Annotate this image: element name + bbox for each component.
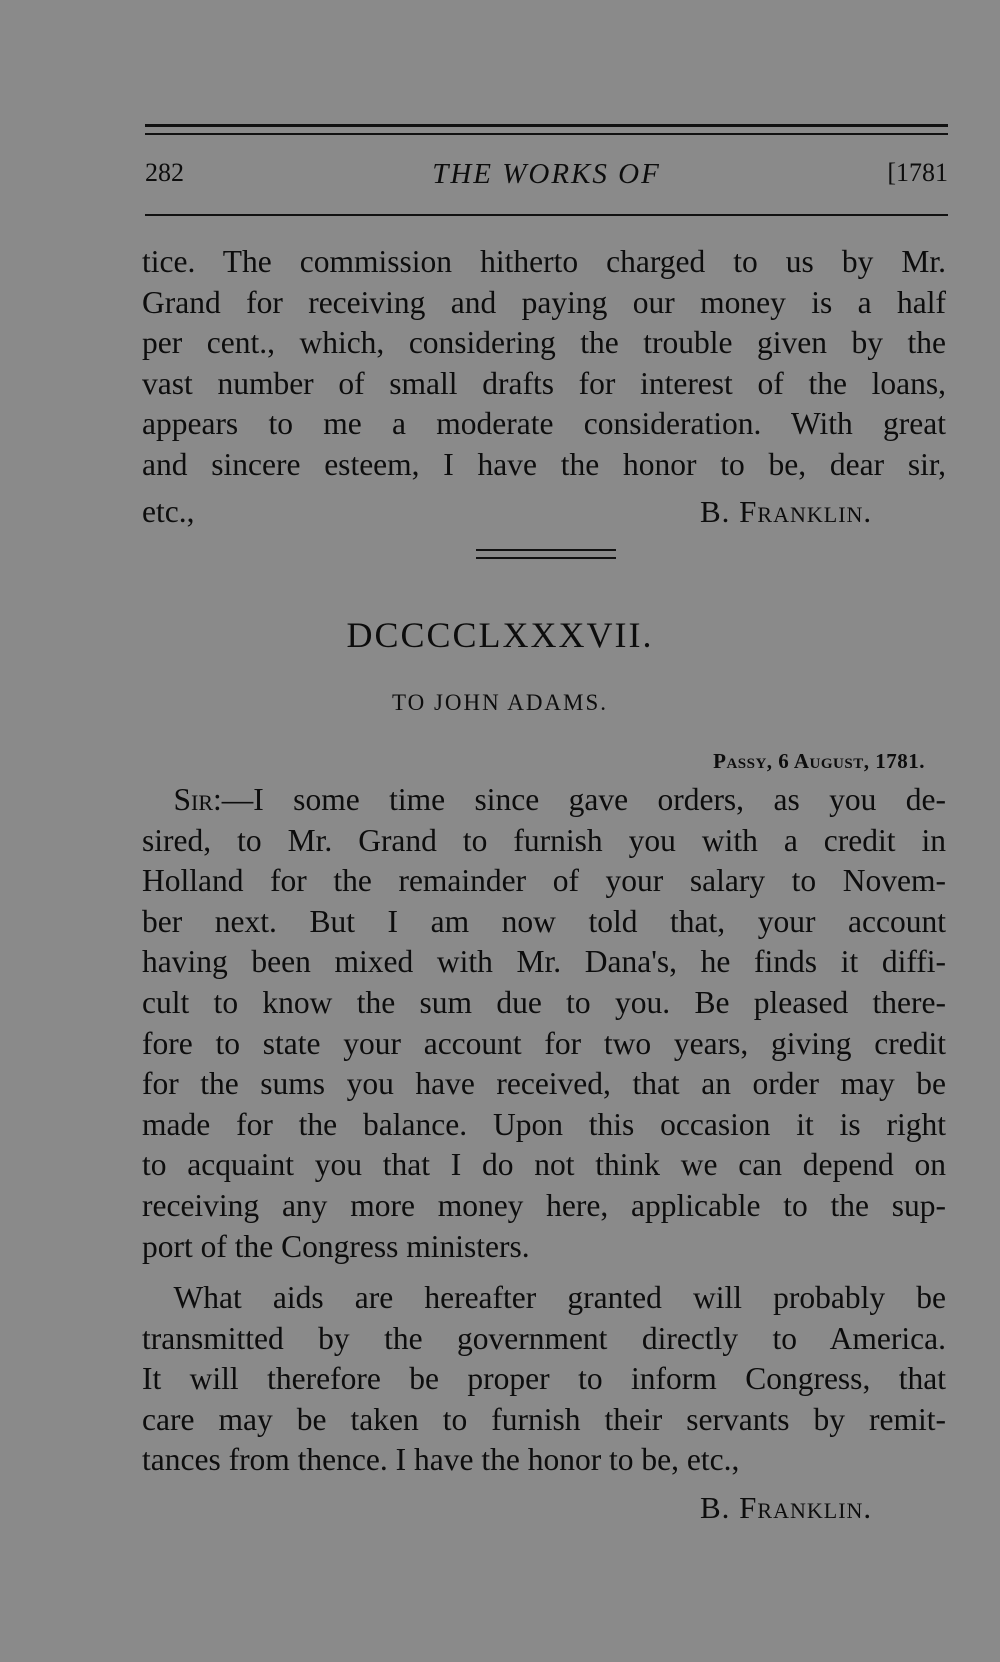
text-line: cult to know the sum due to you. Be pleased there-	[142, 984, 946, 1020]
text-line: tice. The commission hitherto charged to us by Mr.	[142, 244, 946, 279]
text-line	[142, 1278, 946, 1319]
letter1-closing: etc.,	[142, 494, 195, 529]
text-line: to acquaint you that I do not think we can depend on	[142, 1147, 946, 1183]
letter2-signature: B. Franklin.	[700, 1490, 873, 1525]
top-rule-thin	[145, 133, 948, 135]
letter-number: DCCCCLXXXVII.	[346, 615, 654, 655]
text-line: and sincere esteem, I have the honor to be, dear sir,	[142, 446, 946, 482]
section-divider	[476, 557, 616, 559]
text-line: Grand for receiving and paying our money is a half	[142, 284, 946, 320]
text-line: receiving any more money here, applicable to the sup-	[142, 1187, 946, 1223]
top-rule	[145, 124, 948, 127]
text-line	[142, 780, 946, 821]
text-line: per cent., which, considering the trouble given by the	[142, 325, 946, 361]
running-year: [1781	[887, 158, 948, 187]
running-header	[145, 158, 948, 198]
text-line: made for the balance. Upon this occasion it is right	[142, 1106, 946, 1142]
header-rule	[145, 214, 948, 216]
text-line: vast number of small drafts for interest of the loans,	[142, 365, 946, 401]
text-line: tances from thence. I have the honor to be, etc.,	[142, 1442, 740, 1478]
text-line: appears to me a moderate consideration. With great	[142, 406, 946, 442]
letter1-paragraph	[142, 242, 946, 486]
letter-recipient: TO JOHN ADAMS.	[391, 690, 609, 715]
salutation: Sir	[173, 782, 214, 817]
text-line: fore to state your account for two years, giving credit	[142, 1025, 946, 1061]
text-line: ber next. But I am now told that, your account	[142, 903, 946, 939]
text-line: having been mixed with Mr. Dana's, he finds it diffi-	[142, 944, 946, 980]
text-line: sired, to Mr. Grand to furnish you with a credit in	[142, 822, 946, 858]
page-number: 282	[145, 158, 184, 187]
running-title: THE WORKS OF	[432, 158, 661, 190]
letter2-paragraph-1	[142, 780, 946, 1267]
letter1-signature: B. Franklin.	[700, 494, 873, 529]
text-line: care may be taken to furnish their servants by remit-	[142, 1401, 946, 1437]
text-line: for the sums you have received, that an order may be	[142, 1066, 946, 1102]
letter2-paragraph-2	[142, 1278, 946, 1481]
text-line: It will therefore be proper to inform Congress, that	[142, 1361, 946, 1397]
text-line: transmitted by the government directly to America.	[142, 1320, 946, 1356]
section-divider	[476, 549, 616, 551]
text-line: Holland for the remainder of your salary to Novem-	[142, 863, 946, 899]
text-line-rest: What aids are hereafter granted will probably be	[173, 1280, 946, 1315]
text-line: port of the Congress ministers.	[142, 1228, 530, 1264]
letter-dateline: Passy, 6 August, 1781.	[713, 749, 925, 773]
text-line-rest: :—I some time since gave orders, as you de-	[213, 782, 946, 817]
